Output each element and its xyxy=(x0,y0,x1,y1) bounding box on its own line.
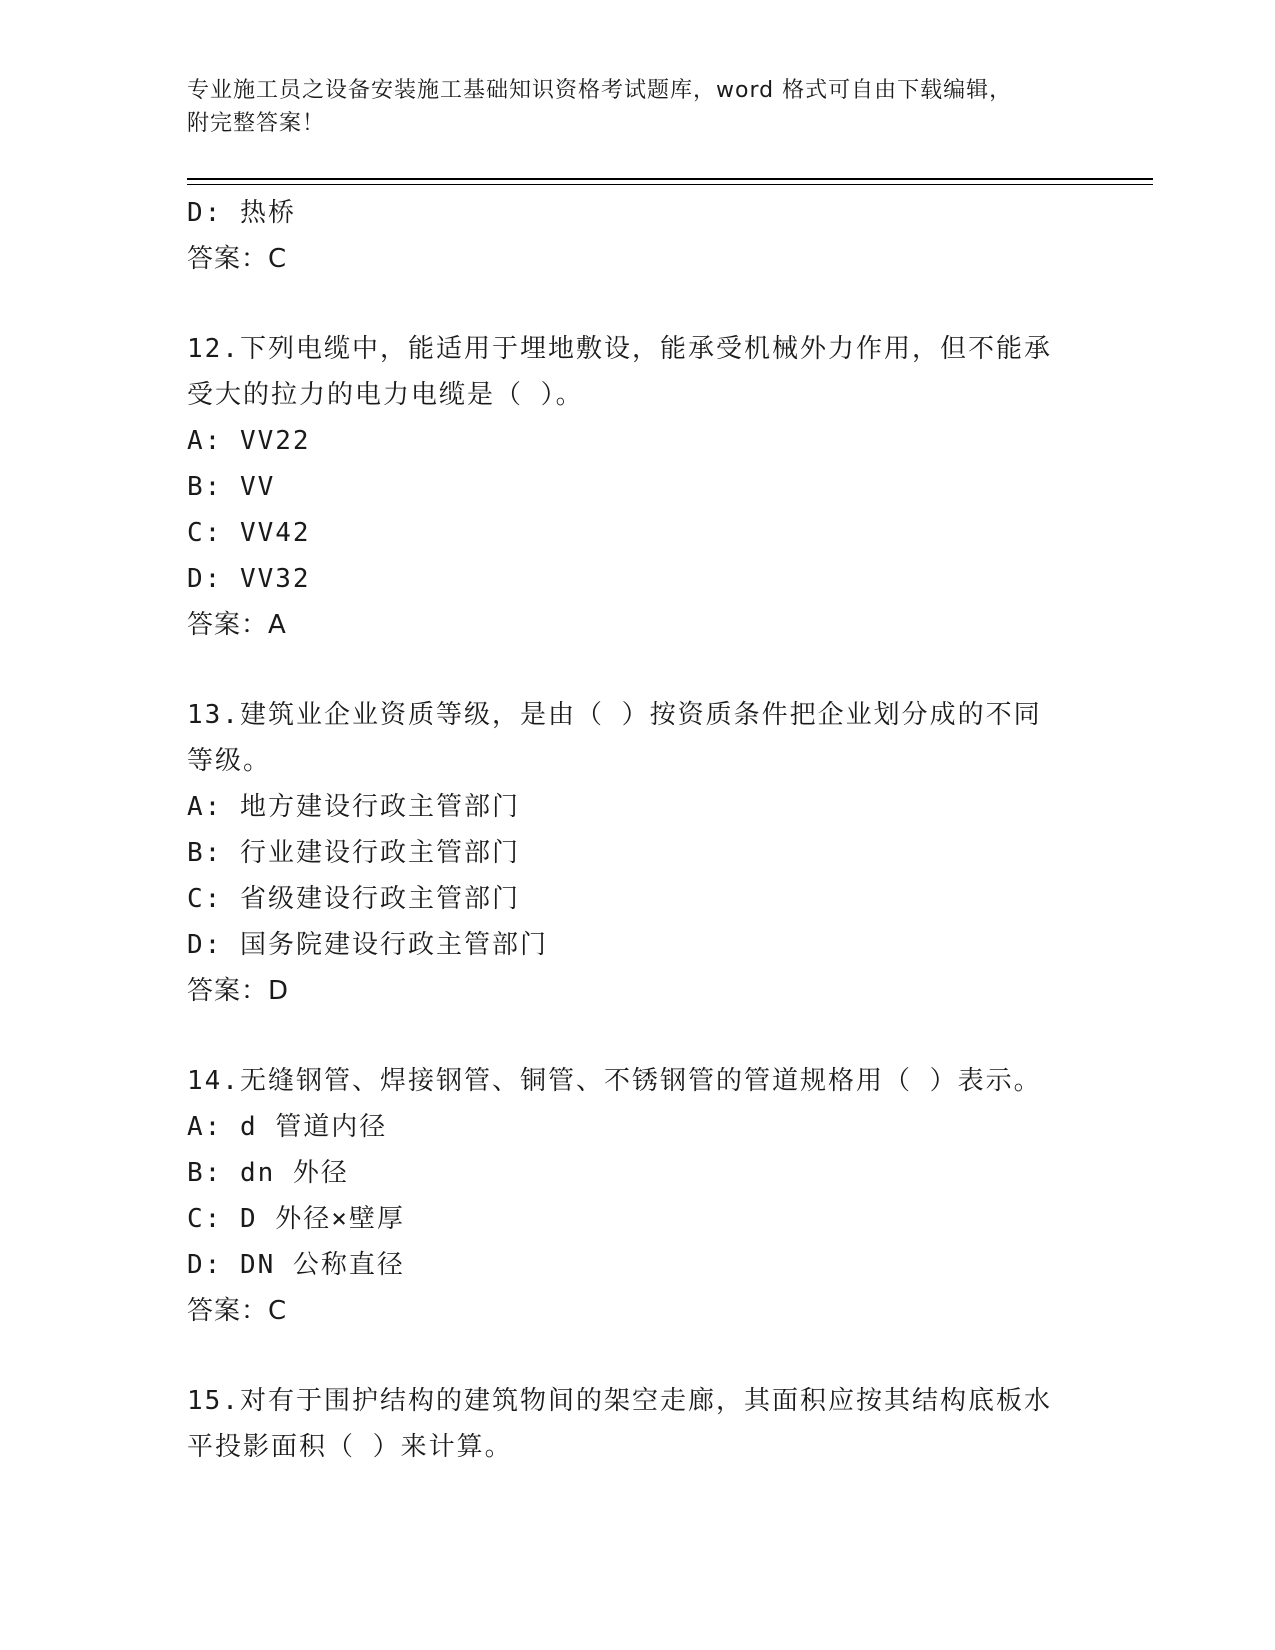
document-header xyxy=(187,74,1067,140)
option-d: D: 国务院建设行政主管部门 xyxy=(187,930,548,960)
option-d: D: DN 公称直径 xyxy=(187,1250,405,1280)
option-b: B: VV xyxy=(187,472,276,502)
header-divider-thin xyxy=(187,184,1153,185)
header-divider-thick xyxy=(187,178,1153,180)
question-stem-line: 受大的拉力的电力电缆是（ ）。 xyxy=(187,380,584,410)
option-c: C: D 外径×壁厚 xyxy=(187,1204,405,1234)
question-14 xyxy=(187,1058,1087,1334)
question-13 xyxy=(187,692,1087,1014)
option-a: A: 地方建设行政主管部门 xyxy=(187,792,520,822)
previous-question-tail xyxy=(187,190,1087,282)
option-c: C: VV42 xyxy=(187,518,311,548)
question-15 xyxy=(187,1378,1087,1470)
question-stem-line: 15.对有于围护结构的建筑物间的架空走廊，其面积应按其结构底板水 xyxy=(187,1386,1052,1416)
question-12 xyxy=(187,326,1087,648)
question-stem-line: 平投影面积（ ）来计算。 xyxy=(187,1432,513,1462)
answer-line: 答案：A xyxy=(187,610,287,640)
question-stem-line: 13.建筑业企业资质等级，是由（ ）按资质条件把企业划分成的不同 xyxy=(187,700,1042,730)
answer-line: 答案：C xyxy=(187,244,288,274)
option-a: A: d 管道内径 xyxy=(187,1112,388,1142)
option-b: B: dn 外径 xyxy=(187,1158,349,1188)
option-d: D: 热桥 xyxy=(187,198,296,228)
option-d: D: VV32 xyxy=(187,564,311,594)
question-stem-line: 12.下列电缆中，能适用于埋地敷设，能承受机械外力作用，但不能承 xyxy=(187,334,1052,364)
option-c: C: 省级建设行政主管部门 xyxy=(187,884,520,914)
answer-line: 答案：C xyxy=(187,1296,288,1326)
header-line-2: 附完整答案！ xyxy=(187,111,326,136)
option-a: A: VV22 xyxy=(187,426,311,456)
question-stem-line: 14.无缝钢管、焊接钢管、铜管、不锈钢管的管道规格用（ ）表示。 xyxy=(187,1066,1042,1096)
option-b: B: 行业建设行政主管部门 xyxy=(187,838,520,868)
answer-line: 答案：D xyxy=(187,976,290,1006)
question-content xyxy=(187,190,1087,1470)
header-line-1: 专业施工员之设备安装施工基础知识资格考试题库，word 格式可自由下载编辑， xyxy=(187,78,1013,103)
question-stem-line: 等级。 xyxy=(187,746,272,776)
